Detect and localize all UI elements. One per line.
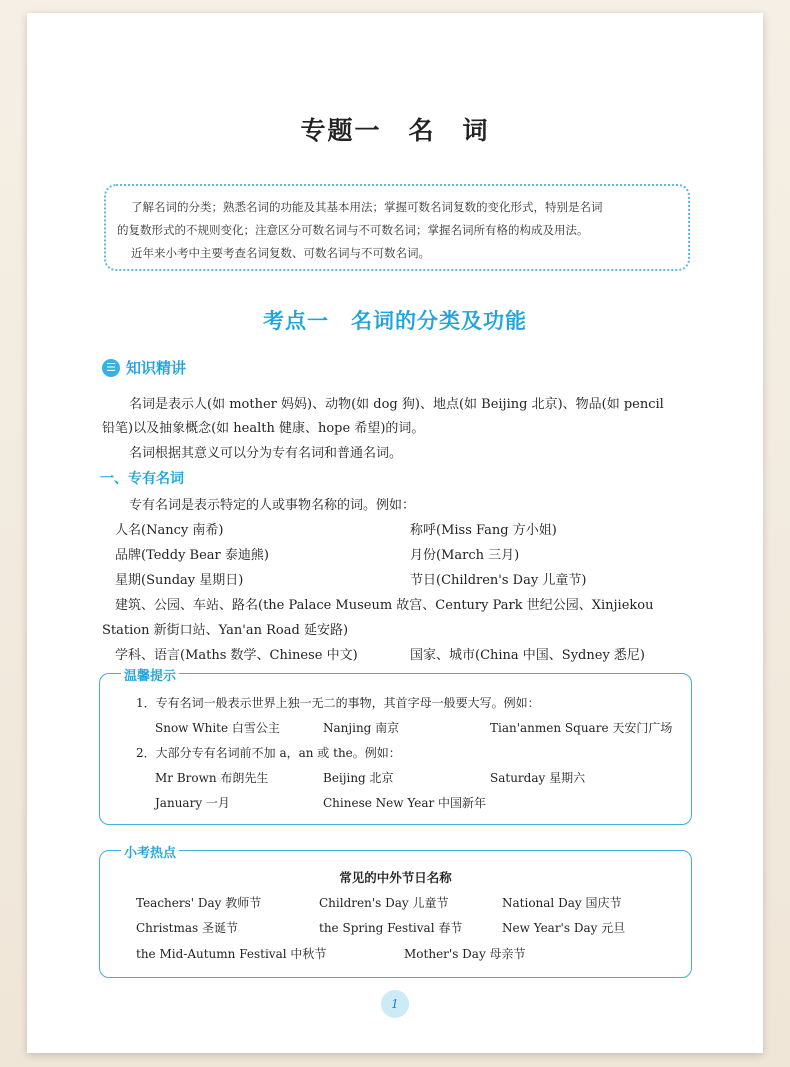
festival-item: Mother's Day 母亲节	[404, 947, 526, 961]
proper-row2-right: 月份(March 三月)	[410, 548, 520, 563]
tip-item2-example: Mr Brown 布朗先生	[155, 771, 269, 785]
tip-label: 温馨提示	[121, 665, 179, 684]
proper-row1-right: 称呼(Miss Fang 方小姐)	[410, 523, 557, 538]
tip-item2-example: Beijing 北京	[323, 771, 394, 785]
festival-item: Children's Day 儿童节	[319, 896, 449, 910]
festival-item: Teachers' Day 教师节	[136, 896, 262, 910]
proper-noun-heading: 一、专有名词	[100, 471, 184, 487]
festival-item: New Year's Day 元旦	[502, 921, 626, 935]
intro-line-1: 了解名词的分类；熟悉名词的功能及其基本用法；掌握可数名词复数的变化形式，特别是名词	[131, 200, 603, 214]
para1-line2: 铅笔)以及抽象概念(如 health 健康、hope 希望)的词。	[102, 421, 425, 436]
page-number: 1	[381, 990, 409, 1018]
proper-definition: 专有名词是表示特定的人或事物名称的词。例如：	[129, 498, 416, 513]
para2: 名词根据其意义可以分为专有名词和普通名词。	[129, 446, 403, 461]
tip-item-1: 1．专有名词一般表示世界上独一无二的事物，其首字母一般要大写。例如：	[136, 696, 540, 710]
proper-row5-right: 国家、城市(China 中国、Sydney 悉尼)	[410, 648, 645, 663]
para1-line1: 名词是表示人(如 mother 妈妈)、动物(如 dog 狗)、地点(如 Beijing 北京)、物品(如 pencil	[129, 397, 664, 412]
proper-row4-line1: 建筑、公园、车站、路名(the Palace Museum 故宫、Century Park 世纪公园、Xinjiekou	[115, 598, 654, 613]
book-icon: ☰	[102, 359, 120, 377]
proper-row4-line2: Station 新街口站、Yan'an Road 延安路)	[102, 623, 349, 638]
hot-title: 常见的中外节日名称	[339, 870, 452, 885]
tip-item1-example: Nanjing 南京	[323, 721, 400, 735]
proper-row2-left: 品牌(Teddy Bear 泰迪熊)	[115, 548, 269, 563]
hot-label: 小考热点	[121, 842, 179, 861]
festival-item: National Day 国庆节	[502, 896, 622, 910]
proper-row1-left: 人名(Nancy 南希)	[115, 523, 224, 538]
proper-row3-right: 节日(Children's Day 儿童节)	[410, 573, 587, 588]
intro-line-2: 的复数形式的不规则变化；注意区分可数名词与不可数名词；掌握名词所有格的构成及用法。	[117, 223, 589, 237]
proper-row3-left: 星期(Sunday 星期日)	[115, 573, 244, 588]
tip-item2-example: January 一月	[155, 796, 230, 810]
festival-item: the Mid-Autumn Festival 中秋节	[136, 947, 327, 961]
proper-row5-left: 学科、语言(Maths 数学、Chinese 中文)	[115, 648, 358, 663]
section-label: 知识精讲	[126, 359, 187, 377]
tip-item2-example: Saturday 星期六	[490, 771, 586, 785]
tip-item1-example: Tian'anmen Square 天安门广场	[490, 721, 673, 735]
intro-line-3: 近年来小考中主要考查名词复数、可数名词与不可数名词。	[131, 246, 430, 260]
kaodian-title: 考点一 名词的分类及功能	[263, 309, 527, 333]
page-title: 专题一 名 词	[300, 116, 490, 145]
tip-item1-example: Snow White 白雪公主	[155, 721, 280, 735]
tip-item-2: 2．大部分专有名词前不加 a，an 或 the。例如：	[136, 746, 401, 760]
festival-item: the Spring Festival 春节	[319, 921, 463, 935]
festival-item: Christmas 圣诞节	[136, 921, 238, 935]
page	[27, 13, 763, 1053]
tip-item2-example: Chinese New Year 中国新年	[323, 796, 487, 810]
